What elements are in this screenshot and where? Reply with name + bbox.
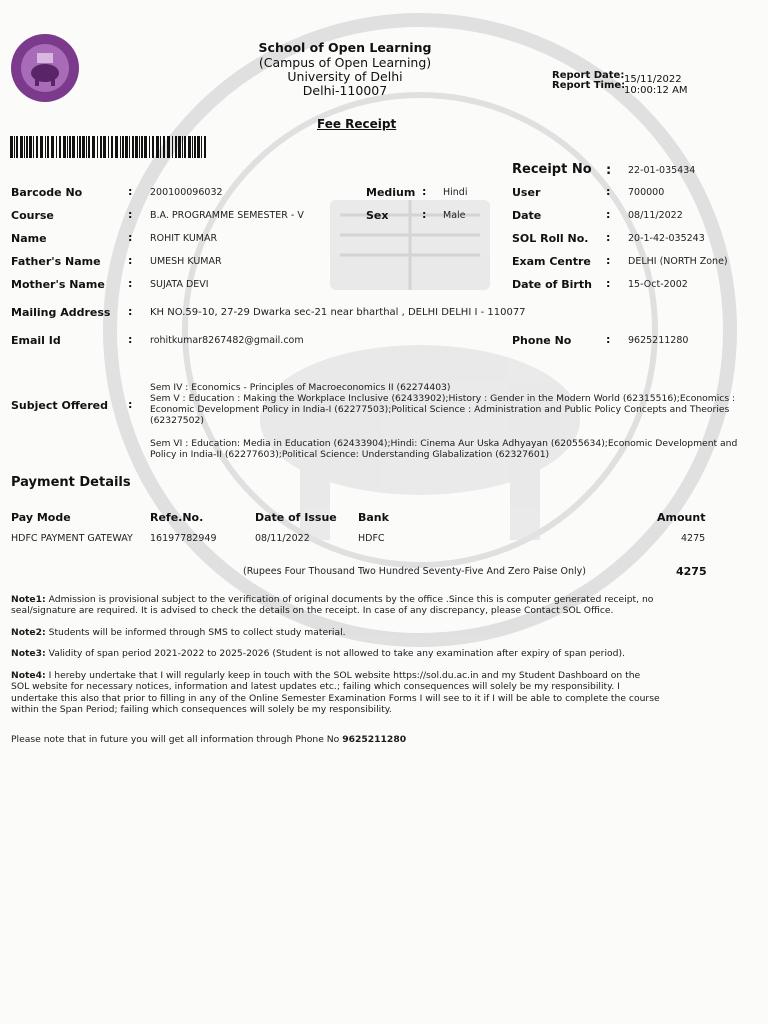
barcode-bar <box>132 136 134 158</box>
city: Delhi-110007 <box>302 83 388 98</box>
date-value: 08/11/2022 <box>628 210 683 221</box>
barcode-bar <box>139 136 140 158</box>
sol-roll-no-label: SOL Roll No. <box>512 232 589 245</box>
date-of-issue-value: 08/11/2022 <box>255 533 310 544</box>
name-value: ROHIT KUMAR <box>150 233 218 244</box>
report-date-label: Report Date: <box>552 70 625 81</box>
note4-label: Note4: <box>11 670 46 681</box>
barcode-bar <box>16 136 18 158</box>
barcode-bar <box>125 136 128 158</box>
barcode-bar <box>152 136 154 158</box>
note1-label: Note1: <box>11 594 46 605</box>
exam-centre-value: DELHI (NORTH Zone) <box>628 256 728 267</box>
note1-text: Admission is provisional subject to the verification of original documents by the office .Since this is computer generated receipt, no <box>45 594 654 605</box>
sol-roll-no-colon: : <box>606 231 611 244</box>
receipt-no-colon: : <box>606 163 612 178</box>
user-label: User <box>512 186 541 199</box>
barcode-bar <box>129 136 130 158</box>
barcode-bar <box>178 136 181 158</box>
exam-centre-label: Exam Centre <box>512 255 591 268</box>
barcode-bar <box>69 136 71 158</box>
exam-centre-colon: : <box>606 254 611 267</box>
barcode-bar <box>14 136 15 158</box>
date-of-birth-value: 15-Oct-2002 <box>628 279 688 290</box>
future-contact-text: Please note that in future you will get all information through Phone No <box>11 734 343 745</box>
barcode-no-colon: : <box>128 185 133 198</box>
barcode-bar <box>26 136 28 158</box>
barcode-bar <box>29 136 32 158</box>
barcode-image <box>10 136 208 158</box>
barcode-bar <box>184 136 186 158</box>
mother-s-name-value: SUJATA DEVI <box>150 279 209 290</box>
university-logo <box>10 33 80 103</box>
col-date-of-issue: Date of Issue <box>255 511 337 524</box>
report-date: 15/11/2022 <box>624 74 682 85</box>
father-s-name-label: Father's Name <box>11 255 101 268</box>
note4-text-cont: undertake this also that prior to filling in any of the Online Semester Examination Forms I will see to it if I will be able to complete the course <box>11 692 660 704</box>
note1-text-cont: seal/signature are required. It is advised to check the details on the receipt. In case of any discrepancy, please Contact SOL Office. <box>11 605 614 617</box>
bank-value: HDFC <box>358 533 385 544</box>
barcode-bar <box>194 136 196 158</box>
barcode-bar <box>156 136 159 158</box>
barcode-bar <box>182 136 183 158</box>
subject-line: Policy in India-II (62277603);Political Science: Understanding Glabalization (62327601) <box>150 449 550 460</box>
subject-offered-colon: : <box>128 398 133 411</box>
report-time-label: Report Time: <box>552 80 626 91</box>
subject-offered-label: Subject Offered <box>11 399 108 412</box>
report-time: 10:00:12 AM <box>624 85 688 96</box>
mailing-address-label: Mailing Address <box>11 306 111 319</box>
sex-colon: : <box>422 208 427 221</box>
note2-label: Note2: <box>11 627 46 638</box>
barcode-bar <box>36 136 38 158</box>
note3-label: Note3: <box>11 648 46 659</box>
barcode-bar <box>108 136 109 158</box>
barcode-bar <box>47 136 49 158</box>
col-amount: Amount <box>657 511 706 524</box>
barcode-bar <box>40 136 43 158</box>
barcode-bar <box>92 136 95 158</box>
sex-label: Sex <box>366 209 389 222</box>
email-id-label: Email Id <box>11 334 61 347</box>
barcode-bar <box>149 136 150 158</box>
barcode-bar <box>24 136 25 158</box>
barcode-bar <box>82 136 85 158</box>
col-bank: Bank <box>358 511 389 524</box>
note4-text-cont: SOL website for necessary notices, information and latest updates etc.; failing which consequences will solely be my responsibility. I <box>11 681 620 693</box>
barcode-bar <box>67 136 68 158</box>
barcode-bar <box>72 136 75 158</box>
barcode-bar <box>10 136 13 158</box>
school-name: School of Open Learning <box>258 40 432 55</box>
barcode-bar <box>135 136 138 158</box>
barcode-bar <box>197 136 200 158</box>
date-of-birth-colon: : <box>606 277 611 290</box>
amount-value: 4275 <box>681 533 706 544</box>
barcode-bar <box>56 136 57 158</box>
medium-value: Hindi <box>443 187 468 198</box>
barcode-bar <box>51 136 54 158</box>
email-id-colon: : <box>128 333 133 346</box>
subject-line: Economic Development Policy in India-I (62277503);Political Science : Administration and Public Policy Concepts and Theories <box>150 404 730 415</box>
email-id-value: rohitkumar8267482@gmail.com <box>150 335 304 346</box>
future-contact-phone: 9625211280 <box>342 734 407 745</box>
phone-no-label: Phone No <box>512 334 572 347</box>
barcode-bar <box>175 136 177 158</box>
note4-text: I hereby undertake that I will regularly keep in touch with the SOL website https://sol.du.ac.in and my Student Dashboard on the <box>45 670 641 681</box>
barcode-no-value: 200100096032 <box>150 187 223 198</box>
barcode-bar <box>167 136 170 158</box>
subject-line: Sem IV : Economics - Principles of Macroeconomics II (62274403) <box>150 382 451 393</box>
payment-details-title: Payment Details <box>11 475 131 490</box>
barcode-bar <box>45 136 46 158</box>
date-colon: : <box>606 208 611 221</box>
receipt-no-value: 22-01-035434 <box>628 165 696 176</box>
ref-no-value: 16197782949 <box>150 533 217 544</box>
note1 <box>11 594 653 617</box>
barcode-bar <box>188 136 191 158</box>
barcode-no-label: Barcode No <box>11 186 83 199</box>
barcode-bar <box>20 136 23 158</box>
barcode-bar <box>120 136 121 158</box>
note3 <box>11 648 625 659</box>
note3-text: Validity of span period 2021-2022 to 2025-2026 (Student is not allowed to take any examination after expiry of span period). <box>45 648 625 659</box>
father-s-name-colon: : <box>128 254 133 267</box>
amount-in-words: (Rupees Four Thousand Two Hundred Seventy-Five And Zero Paise Only) <box>243 566 586 577</box>
course-label: Course <box>11 209 54 222</box>
phone-no-value: 9625211280 <box>628 335 689 346</box>
barcode-bar <box>160 136 161 158</box>
mother-s-name-colon: : <box>128 277 133 290</box>
barcode-bar <box>97 136 98 158</box>
barcode-bar <box>192 136 193 158</box>
mother-s-name-label: Mother's Name <box>11 278 105 291</box>
barcode-bar <box>33 136 34 158</box>
name-label: Name <box>11 232 47 245</box>
barcode-bar <box>79 136 81 158</box>
name-colon: : <box>128 231 133 244</box>
course-colon: : <box>128 208 133 221</box>
barcode-bar <box>88 136 90 158</box>
col-pay-mode: Pay Mode <box>11 511 71 524</box>
user-value: 700000 <box>628 187 665 198</box>
receipt-no-label: Receipt No <box>512 162 592 177</box>
total-amount: 4275 <box>676 565 707 578</box>
barcode-bar <box>201 136 202 158</box>
date-of-birth-label: Date of Birth <box>512 278 592 291</box>
date-label: Date <box>512 209 542 222</box>
mailing-address-colon: : <box>128 305 133 318</box>
note2-text: Students will be informed through SMS to collect study material. <box>45 627 346 638</box>
sex-value: Male <box>443 210 466 221</box>
col-ref-no: Refe.No. <box>150 511 204 524</box>
future-contact-note <box>11 734 406 745</box>
medium-colon: : <box>422 185 427 198</box>
barcode-bar <box>103 136 106 158</box>
mailing-address-value: KH NO.59-10, 27-29 Dwarka sec-21 near bharthal , DELHI DELHI I - 110077 <box>150 307 526 318</box>
father-s-name-value: UMESH KUMAR <box>150 256 222 267</box>
barcode-bar <box>204 136 206 158</box>
barcode-bar <box>144 136 147 158</box>
barcode-bar <box>115 136 118 158</box>
note4-text-cont: within the Span Period; failing which consequences will solely be my responsibility. <box>11 704 392 716</box>
subject-line: Sem V : Education : Making the Workplace Inclusive (62433902);History : Gender in the Modern World (62315516);Economics : <box>150 393 736 404</box>
medium-label: Medium <box>366 186 416 199</box>
barcode-bar <box>63 136 66 158</box>
barcode-bar <box>111 136 113 158</box>
subject-line: Sem VI : Education: Media in Education (62433904);Hindi: Cinema Aur Uska Adhyayan (62055634);Economic Development and <box>150 438 738 449</box>
subject-line: (62327502) <box>150 415 204 426</box>
phone-no-colon: : <box>606 333 611 346</box>
campus-name: (Campus of Open Learning) <box>258 55 432 70</box>
barcode-bar <box>77 136 78 158</box>
pay-mode-value: HDFC PAYMENT GATEWAY <box>11 533 133 544</box>
barcode-bar <box>122 136 124 158</box>
barcode-bar <box>172 136 173 158</box>
user-colon: : <box>606 185 611 198</box>
course-value: B.A. PROGRAMME SEMESTER - V <box>150 210 304 221</box>
barcode-bar <box>100 136 102 158</box>
barcode-bar <box>141 136 143 158</box>
barcode-bar <box>163 136 165 158</box>
note2 <box>11 627 346 638</box>
barcode-bar <box>86 136 87 158</box>
receipt-title: Fee Receipt <box>317 117 397 131</box>
university-name: University of Delhi <box>287 69 403 84</box>
sol-roll-no-value: 20-1-42-035243 <box>628 233 705 244</box>
note4 <box>11 670 660 716</box>
barcode-bar <box>59 136 61 158</box>
